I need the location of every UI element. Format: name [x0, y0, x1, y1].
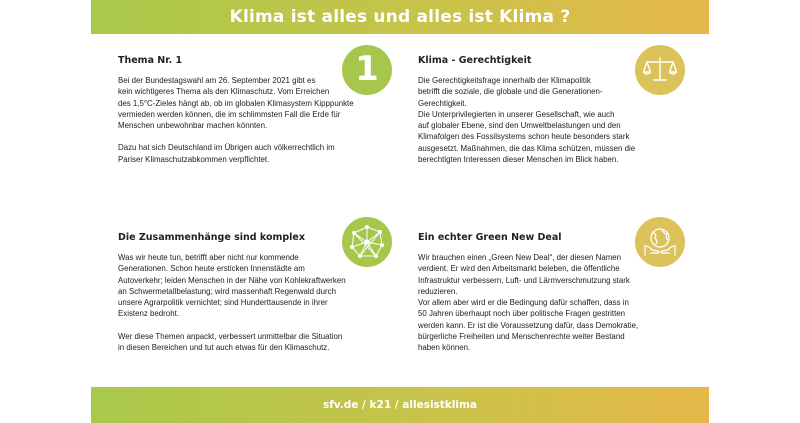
section-paragraph: Bei der Bundestagswahl am 26. September 2021 gibt es kein wichtigeres Thema als den Klimaschutz. Vom Erreichen des 1,5°C-Zieles hängt ab, ob im globalen Klimasystem Kipppunkte vermieden werden können, die im schlimmsten Fall die Erde für Menschen unbewohnbar machen könnten.: [118, 76, 354, 131]
network-icon-graphic: [348, 223, 386, 261]
page-title: Klima ist alles und alles ist Klima ?: [229, 7, 571, 27]
section-paragraph: Wer diese Themen anpackt, verbessert unmittelbar die Situation in diesen Bereichen und tut auch etwas für den Klimaschutz.: [118, 331, 343, 353]
section-paragraph: Die Gerechtigkeitsfrage innerhalb der Klimapolitik betrifft die soziale, die globale und die Generationen- Gerechtigkeit. Die Unterprivilegierten in unserer Gesellschaft, wie auch auf globaler Ebene, sind den Umweltbelastungen und den Klimafolgen des Fossilsystems schon heute besonders stark ausgesetzt. Maßnahmen, die das Klima schützen, müssen die berechtigten Interessen dieser Menschen im Blick haben.: [418, 76, 636, 165]
section-klima-gerechtigkeit: [418, 55, 668, 165]
section-paragraph: Dazu hat sich Deutschland im Übrigen auch völkerrechtlich im Pariser Klimaschutzabkommen verpflichtet.: [118, 143, 335, 164]
globe-hands-icon-graphic: [642, 224, 678, 260]
section-title: Die Zusammenhänge sind komplex: [118, 232, 305, 243]
network-icon: [342, 217, 392, 267]
section-paragraph: Wir brauchen einen „Green New Deal“, der diesen Namen verdient. Er wird den Arbeitsmarkt beleben, die öffentliche Infrastruktur verbessern, Luft- und Lärmverschmutzung stark reduzieren. Vor allem aber wird er die Bedingung dafür schaffen, dass in 50 Jahren überhaupt noch über politische Fragen gestritten werden kann. Er ist die Voraussetzung dafür, dass Demokratie, bürgerliche Freiheiten und Menschenrechte weiter Bestand haben können.: [418, 253, 639, 353]
scales-icon: [635, 45, 685, 95]
section-thema-nr-1: [118, 55, 368, 165]
footer-banner: [91, 387, 709, 423]
header-banner: [91, 0, 709, 34]
section-paragraph: Was wir heute tun, betrifft aber nicht nur kommende Generationen. Schon heute ersticken Innenstädte am Autoverkehr; leiden Menschen in der Nähe von Kohlekraftwerken an Schwermetallbelastung; wird massenhaft Regenwald durch unsere Agrarpolitik vernichtet; sind Hunderttausende in ihrer Existenz bedroht.: [118, 253, 346, 319]
section-title: Ein echter Green New Deal: [418, 232, 562, 243]
number-one-icon: 1: [342, 45, 392, 95]
section-title: Klima - Gerechtigkeit: [418, 55, 532, 66]
scales-icon-graphic: [643, 55, 677, 85]
section-title: Thema Nr. 1: [118, 55, 183, 66]
footer-link-text: sfv.de / k21 / allesistklima: [322, 399, 478, 411]
globe-hands-icon: [635, 217, 685, 267]
